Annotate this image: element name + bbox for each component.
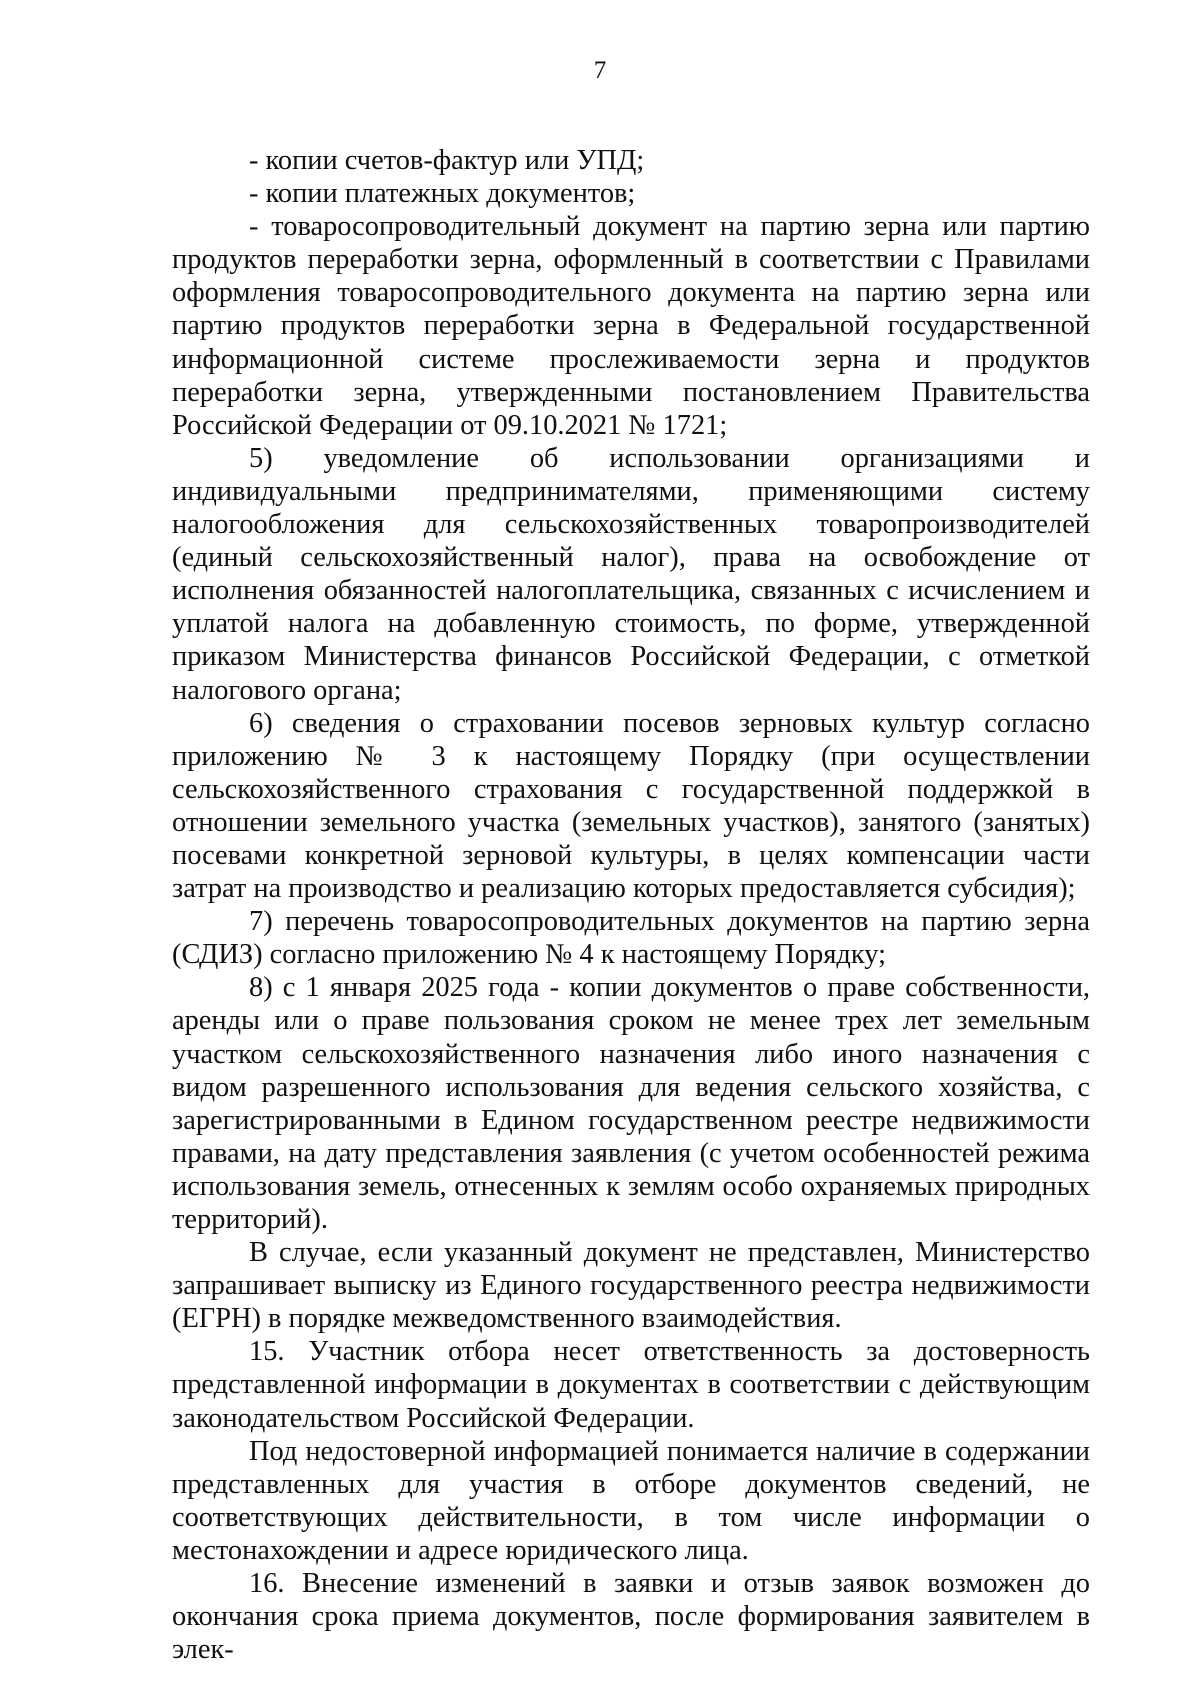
paragraph-egrn-request: В случае, если указанный документ не представлен, Министерство запрашивает выписку из Единого государственного реестра недвижимости (ЕГРН) в порядке межведомственного взаимодействия. (172, 1237, 1090, 1335)
item-8-land-rights: 8) с 1 января 2025 года - копии документов о праве собственности, аренды или о праве пользования сроком не менее трех лет земельным участком сельскохозяйственного назначения либо иного назначения с видом разрешенного использования для ведения сельского хозяйства, с зарегистрированными в Едином государственном реестре недвижимости правами, на дату представления заявления (с учетом особенностей режима использования земель, отнесенных к землям особо охраняемых природных территорий). (172, 972, 1090, 1235)
list-item-invoices: - копии счетов-фактур или УПД; (249, 145, 645, 176)
paragraph-unreliable-info: Под недостоверной информацией понимается наличие в содержании представленных для участия в отборе документов сведений, не соответствующих действительности, в том числе информации о местонахождении и адресе юридического лица. (172, 1435, 1090, 1566)
list-item-payment-documents: - копии платежных документов; (249, 178, 636, 210)
list-item-shipping-document: - товаросопроводительный документ на партию зерна или партию продуктов переработки зерна, оформленный в соответствии с Правилами оформления товаросопроводительного документа на партию зерна или партию продуктов переработки зерна в Федеральной государственной информационной системе прослеживаемости зерна и продуктов переработки зерна, утвержденными постановлением Правительства Российской Федерации от 09.10.2021 № 1721; (172, 211, 1090, 441)
page-number: 7 (593, 57, 607, 84)
item-6-insurance: 6) сведения о страховании посевов зерновых культур согласно приложению № 3 к настоящему Порядку (при осуществлении сельскохозяйственного страхования с государственной поддержкой в отношении земельного участка (земельных участков), занятого (занятых) посевами конкретной зерновой культуры, в целях компенсации части затрат на производство и реализацию которых предоставляется субсидия); (172, 707, 1090, 905)
clause-15-responsibility: 15. Участник отбора несет ответственность за достоверность представленной информации в документах в соответствии с действующим законодательством Российской Федерации. (172, 1336, 1090, 1434)
clause-16-changes: 16. Внесение изменений в заявки и отзыв заявок возможен до окончания срока приема документов, после формирования заявителем в элек- (172, 1568, 1090, 1666)
item-5-notification: 5) уведомление об использовании организациями и индивидуальными предпринимателями, применяющими систему налогообложения для сельскохозяйственных товаропроизводителей (единый сельскохозяйственный налог), права на освобождение от исполнения обязанностей налогоплательщика, связанных с исчислением и уплатой налога на добавленную стоимость, по форме, утвержденной приказом Министерства финансов Российской Федерации, с отметкой налогового органа; (172, 442, 1090, 706)
item-7-sdiz-list: 7) перечень товаросопроводительных документов на партию зерна (СДИЗ) согласно приложению № 4 к настоящему Порядку; (172, 906, 1090, 971)
document-body (172, 144, 1090, 1666)
